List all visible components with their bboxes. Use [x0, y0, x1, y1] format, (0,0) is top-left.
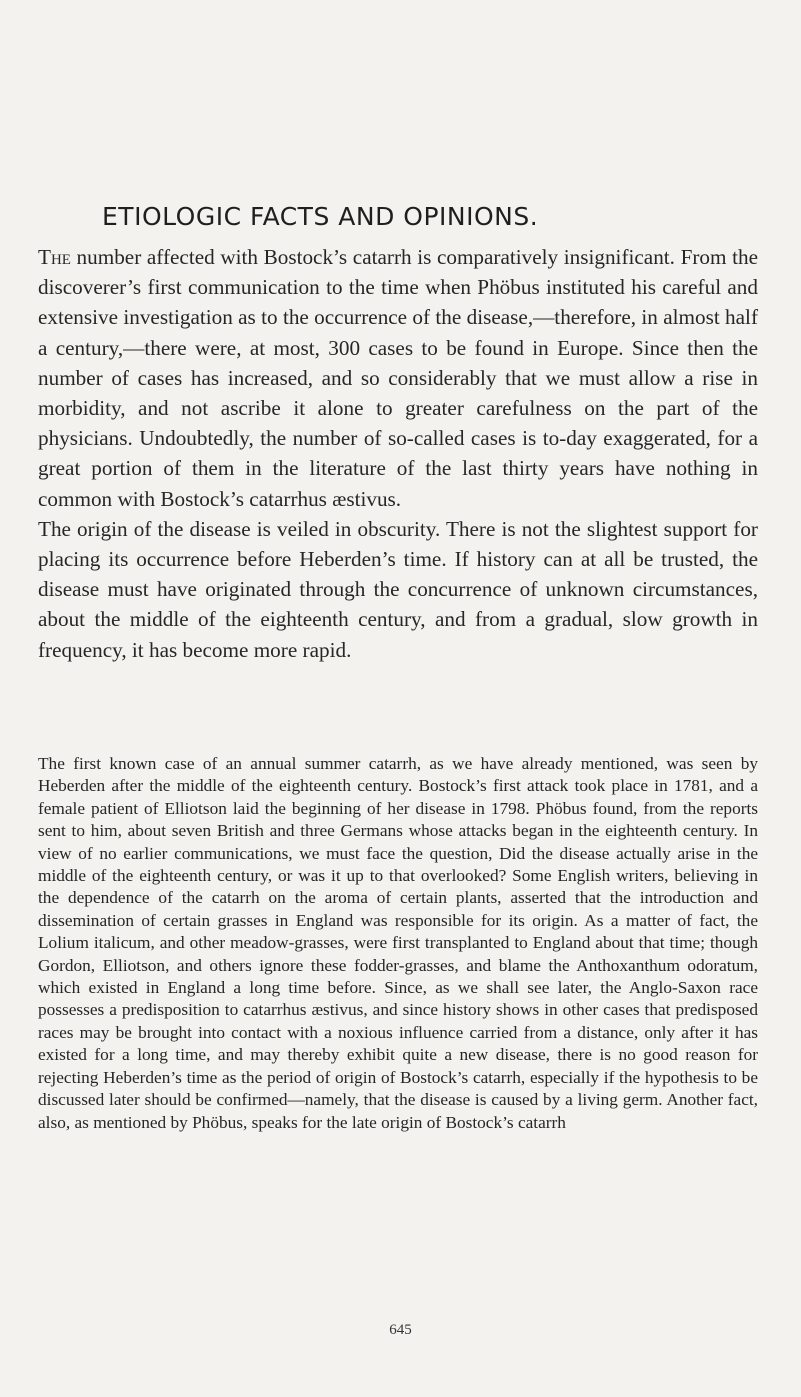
chapter-heading: ETIOLOGIC FACTS AND OPINIONS.: [102, 202, 539, 231]
paragraph-1: [38, 242, 758, 514]
paragraph-1-text: number affected with Bostock’s catarrh is comparatively insignificant. From the discoverer’s first communication to the time when Phöbus instituted his careful and extensive investigation as to the occurrence of the disease,—therefore, in almost half a century,—there were, at most, 300 cases to be found in Europe. Since then the number of cases has increased, and so considerably that we must allow a rise in morbidity, and not ascribe it alone to greater carefulness on the part of the physicians. Undoubtedly, the number of so-called cases is to-day exaggerated, for a great portion of them in the literature of the last thirty years have nothing in common with Bostock’s catarrhus æstivus.: [38, 245, 758, 511]
small-paragraph: The first known case of an annual summer catarrh, as we have already mentioned, was seen by Heberden after the middle of the eighteenth century. Bostock’s first attack took place in 1781, and a female patient of Elliotson laid the beginning of her disease in 1798. Phöbus found, from the reports sent to him, about seven British and three Germans whose attacks began in the eighteenth century. In view of no earlier communications, we must face the question, Did the disease actually arise in the middle of the eighteenth century, or was it up to that overlooked? Some English writers, believing in the dependence of the catarrh on the aroma of certain plants, asserted that the introduction and dissemination of certain grasses in England was responsible for its origin. As a matter of fact, the Lolium italicum, and other meadow-grasses, were first transplanted to England about that time; though Gordon, Elliotson, and others ignore these fodder-grasses, and blame the Anthoxanthum odoratum, which existed in England a long time before. Since, as we shall see later, the Anglo-Saxon race possesses a predisposition to catarrhus æstivus, and since history shows in other cases that predisposed races may be brought into contact with a noxious influence carried from a distance, only after it has existed for a long time, and may thereby exhibit quite a new disease, there is no good reason for rejecting Heberden’s time as the period of origin of Bostock’s catarrh, especially if the hypothesis to be discussed later should be confirmed—namely, that the disease is caused by a living germ. Another fact, also, as mentioned by Phöbus, speaks for the late origin of Bostock’s catarrh: [38, 754, 758, 1132]
main-text: [38, 242, 758, 665]
small-print-text: [38, 753, 758, 1134]
paragraph-1-lead-word: The: [38, 245, 71, 269]
page-number: 645: [389, 1322, 412, 1338]
paragraph-2: The origin of the disease is veiled in obscurity. There is not the slightest support for placing its occurrence before Heberden’s time. If history can at all be trusted, the disease must have originated through the concurrence of unknown circumstances, about the middle of the eighteenth century, and from a gradual, slow growth in frequency, it has become more rapid.: [38, 516, 758, 662]
